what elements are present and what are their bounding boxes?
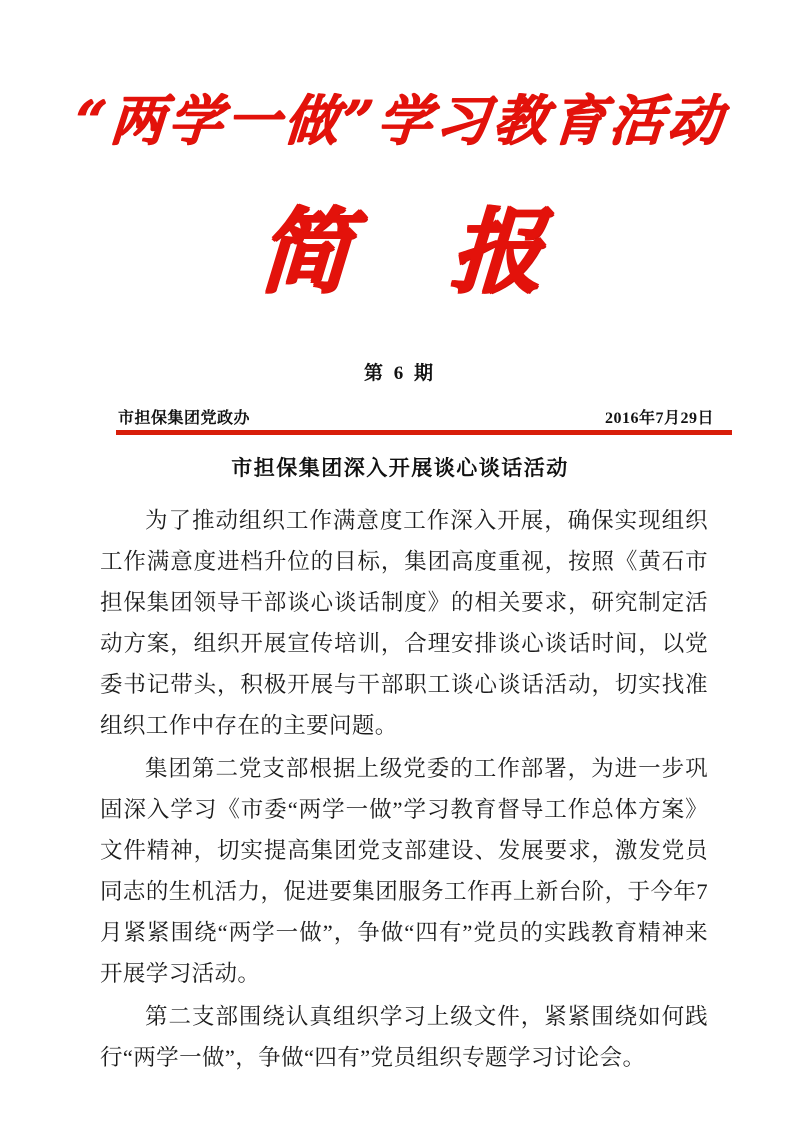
masthead-title-block bbox=[0, 88, 800, 152]
article-title: 市担保集团深入开展谈心谈话活动 bbox=[231, 456, 569, 480]
masthead-title: “两学一做”学习教育活动 bbox=[72, 88, 728, 152]
masthead-subtitle-block bbox=[0, 197, 800, 305]
issuing-organization: 市担保集团党政办 bbox=[118, 410, 251, 427]
article-body bbox=[100, 500, 708, 1080]
article-paragraph: 第二支部围绕认真组织学习上级文件，紧紧围绕如何践行“两学一做”，争做“四有”党员组织专题学习讨论会。 bbox=[100, 1004, 708, 1070]
masthead-subtitle: 简 报 bbox=[255, 197, 579, 305]
article-paragraph: 集团第二党支部根据上级党委的工作部署，为进一步巩固深入学习《市委“两学一做”学习教育督导工作总体方案》文件精神，切实提高集团党支部建设、发展要求，激发党员同志的生机活力，促进要集团服务工作再上新台阶，于今年7月紧紧围绕“两学一做”，争做“四有”党员的实践教育精神来开展学习活动。 bbox=[100, 756, 708, 986]
red-divider-rule bbox=[116, 430, 732, 435]
article-paragraph: 为了推动组织工作满意度工作深入开展，确保实现组织工作满意度进档升位的目标，集团高度重视，按照《黄石市担保集团领导干部谈心谈话制度》的相关要求，研究制定活动方案，组织开展宣传培训，合理安排谈心谈话时间，以党委书记带头，积极开展与干部职工谈心谈话活动，切实找准组织工作中存在的主要问题。 bbox=[100, 508, 708, 738]
publication-date: 2016年7月29日 bbox=[604, 410, 714, 427]
issue-number: 第 6 期 bbox=[363, 363, 436, 384]
document-header-row bbox=[118, 405, 714, 428]
